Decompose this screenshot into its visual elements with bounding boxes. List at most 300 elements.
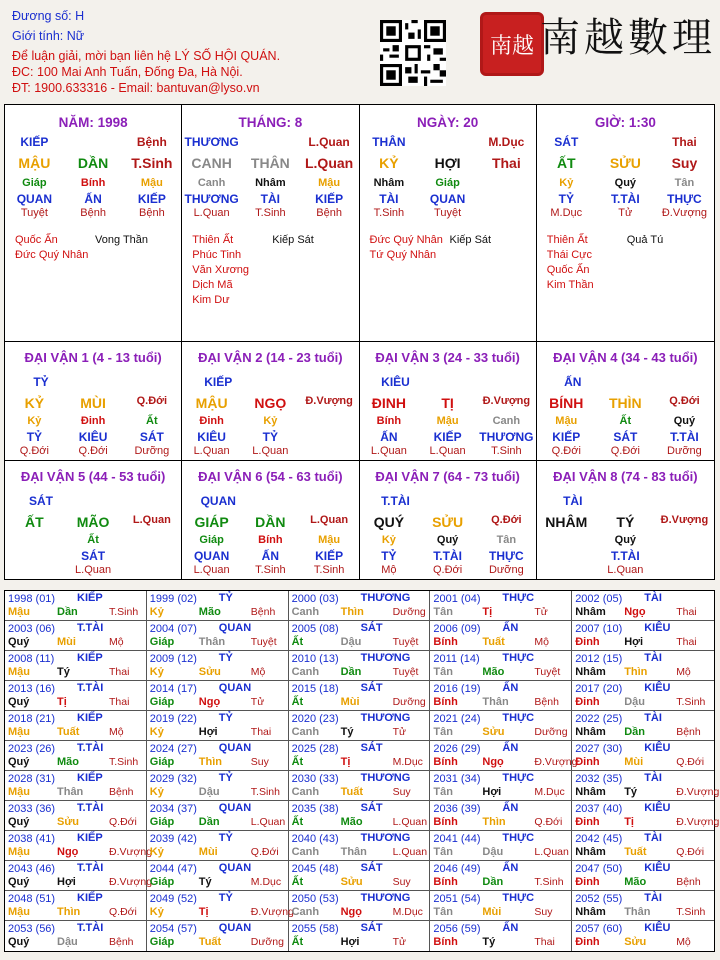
year-stem: Giáp bbox=[149, 816, 175, 828]
year-star: QUAN bbox=[218, 802, 252, 814]
dai-van-cell: ẤT bbox=[25, 514, 44, 530]
year-phase: T.Sinh bbox=[109, 606, 139, 618]
year-cell bbox=[5, 741, 147, 771]
pillar-cell: L.Quan bbox=[193, 207, 230, 219]
year-star: THƯƠNG bbox=[360, 892, 411, 904]
year-stem: Kỷ bbox=[149, 726, 164, 738]
year-stem: Kỷ bbox=[149, 666, 164, 678]
year-label: 2024 (27) bbox=[149, 743, 197, 755]
year-star: KIÊU bbox=[644, 862, 671, 874]
pillar-cell: L.Quan bbox=[304, 155, 354, 171]
year-branch: Mão bbox=[57, 756, 79, 768]
year-label: 2030 (33) bbox=[291, 773, 339, 785]
pillar-cell: Thai bbox=[491, 155, 521, 171]
year-cell bbox=[147, 921, 289, 951]
dai-van-can bbox=[182, 395, 358, 411]
dai-van-row-1 bbox=[4, 341, 715, 461]
year-stem: Tân bbox=[433, 666, 453, 678]
pillar-cell: TỶ bbox=[558, 192, 574, 206]
year-cell bbox=[147, 891, 294, 921]
year-branch: Dần bbox=[482, 876, 504, 888]
year-branch: Thân bbox=[198, 636, 226, 648]
year-cell bbox=[430, 681, 572, 711]
pillar-cell: Bệnh bbox=[139, 207, 165, 219]
year-phase: Đ.Vượng bbox=[676, 816, 720, 828]
year-cell bbox=[572, 861, 714, 891]
dai-van-can bbox=[5, 395, 181, 411]
dai-van-cell: Quý bbox=[673, 415, 696, 427]
year-cell bbox=[147, 771, 289, 801]
pillar-row-top bbox=[5, 135, 181, 151]
year-star: KIÊU bbox=[644, 742, 671, 754]
year-star: T.TÀI bbox=[77, 922, 104, 934]
pillar-row-r1 bbox=[5, 177, 181, 193]
pillar-cell: MẬU bbox=[18, 155, 51, 171]
star-left: Văn Xương bbox=[192, 264, 250, 276]
dai-van-cell: Ất bbox=[146, 415, 158, 427]
year-branch: Ngọ bbox=[482, 756, 504, 768]
year-stem: Đinh bbox=[575, 876, 600, 888]
dai-van-cell: T.TÀI bbox=[611, 549, 640, 563]
year-cell bbox=[430, 771, 572, 801]
dai-van-can bbox=[360, 395, 536, 411]
year-label: 2028 (31) bbox=[8, 773, 56, 785]
year-phase: Dưỡng bbox=[250, 936, 284, 948]
pillar-cell: T.Sinh bbox=[131, 155, 173, 171]
year-stem: Tân bbox=[433, 726, 453, 738]
dai-van-cell: T.TÀI bbox=[670, 430, 699, 444]
pillar-row-r1 bbox=[182, 177, 358, 193]
year-star: THƯƠNG bbox=[360, 592, 411, 604]
dai-van-title: ĐẠI VẬN 5 (44 - 53 tuổi) bbox=[20, 469, 166, 484]
year-star: KIÊU bbox=[644, 802, 671, 814]
year-cell bbox=[5, 861, 153, 891]
year-stem: Nhâm bbox=[575, 726, 606, 738]
year-label: 2029 (32) bbox=[149, 773, 197, 785]
year-phase: Tử bbox=[250, 696, 265, 708]
qr-code-icon[interactable] bbox=[380, 20, 446, 86]
year-cell bbox=[289, 681, 431, 711]
year-stem: Quý bbox=[8, 936, 30, 948]
year-phase: Bệnh bbox=[250, 606, 276, 618]
year-cell bbox=[5, 891, 147, 921]
year-stem: Canh bbox=[291, 906, 320, 918]
year-label: 2041 (44) bbox=[433, 833, 481, 845]
pillar-cell: L.Quan bbox=[308, 135, 350, 149]
year-cell bbox=[289, 711, 431, 741]
dai-van-r2 bbox=[182, 549, 358, 565]
year-phase: Tuyệt bbox=[392, 666, 419, 678]
year-stem: Nhâm bbox=[575, 906, 606, 918]
dai-van-cell: Kỷ bbox=[381, 534, 396, 546]
dai-van-cell: Ất bbox=[619, 415, 632, 427]
dai-van-r3 bbox=[182, 564, 358, 580]
year-phase: Suy bbox=[392, 876, 411, 888]
year-star: THỰC bbox=[502, 652, 535, 664]
year-star: T.TÀI bbox=[77, 622, 104, 634]
year-phase: Mộ bbox=[250, 666, 266, 678]
dai-van-cell: L.Quan bbox=[370, 445, 407, 457]
year-label: 2055 (58) bbox=[291, 923, 339, 935]
contact-line-1: Để luận giải, mời bạn liên hệ LÝ SỐ HỘI QUÁN. bbox=[12, 49, 281, 63]
dai-van-top: T.TÀI bbox=[381, 494, 410, 508]
year-label: 2040 (43) bbox=[291, 833, 339, 845]
dai-van-cell: ĐINH bbox=[371, 395, 406, 411]
year-stem: Canh bbox=[291, 666, 320, 678]
year-stem: Mậu bbox=[8, 606, 30, 618]
dai-van-r3 bbox=[360, 564, 536, 580]
year-star: QUAN bbox=[218, 742, 252, 754]
dai-van-r1 bbox=[182, 534, 358, 550]
dai-van-r1 bbox=[5, 534, 181, 550]
pillar-4 bbox=[537, 105, 714, 341]
year-cell bbox=[289, 591, 431, 621]
year-phase: Đ.Vượng bbox=[109, 876, 153, 888]
dai-van-title: ĐẠI VẬN 1 (4 - 13 tuổi) bbox=[24, 350, 162, 365]
dai-van-cell: TỶ bbox=[26, 430, 43, 444]
dai-van-r2 bbox=[537, 549, 714, 565]
year-phase: Dưỡng bbox=[534, 726, 568, 738]
pillar-cell: THƯƠNG bbox=[184, 135, 239, 149]
year-phase: Mộ bbox=[676, 666, 691, 678]
pillar-cell: T.Sinh bbox=[255, 207, 286, 219]
year-cell bbox=[572, 741, 714, 771]
dai-van-r1 bbox=[360, 415, 536, 431]
year-branch: Tý bbox=[57, 666, 70, 678]
dai-van-cell: T.Sinh bbox=[491, 445, 522, 457]
year-stem: Kỷ bbox=[149, 786, 164, 798]
year-branch: Mùi bbox=[57, 636, 76, 648]
year-cell bbox=[289, 921, 431, 951]
dai-van-cell: THÌN bbox=[609, 395, 642, 411]
pillar-cell: Kỷ bbox=[559, 177, 574, 189]
year-cell bbox=[147, 711, 289, 741]
year-branch: Tuất bbox=[482, 636, 505, 648]
dai-van-cell: L.Quan bbox=[193, 445, 230, 457]
dai-van-cell: Kỷ bbox=[263, 415, 278, 427]
dai-van-cell: MÃO bbox=[76, 514, 110, 530]
pillar-cell: Canh bbox=[197, 177, 226, 189]
dai-van-cell: Mậu bbox=[436, 415, 459, 427]
year-label: 2012 (15) bbox=[575, 653, 623, 665]
year-stem: Canh bbox=[291, 726, 320, 738]
year-label: 2049 (52) bbox=[149, 893, 197, 905]
year-phase: Đ.Vượng bbox=[250, 906, 294, 918]
year-phase: Q.Đới bbox=[250, 846, 279, 858]
year-branch: Tuất bbox=[57, 726, 80, 738]
dai-van-cell: Bính bbox=[258, 534, 283, 546]
dai-van-cell: BÍNH bbox=[549, 395, 584, 411]
year-label: 2007 (10) bbox=[575, 623, 623, 635]
year-star: ẤN bbox=[502, 922, 519, 934]
year-phase: T.Sinh bbox=[109, 756, 139, 768]
dai-van-cell: MÙI bbox=[80, 395, 106, 411]
year-stem: Ất bbox=[291, 696, 304, 708]
pillar-cell: QUAN bbox=[16, 192, 53, 206]
year-stem: Mậu bbox=[8, 906, 30, 918]
year-stem: Kỷ bbox=[149, 846, 164, 858]
pillar-row-can bbox=[360, 155, 536, 171]
dai-van-cell: QUAN bbox=[193, 549, 230, 563]
dai-van-cell: L.Quan bbox=[607, 564, 644, 576]
year-stem: Kỷ bbox=[149, 606, 164, 618]
pillar-row-r2 bbox=[182, 192, 358, 208]
dai-van-cell: KIẾP bbox=[552, 430, 581, 444]
pillar-cell: HỢI bbox=[434, 155, 461, 171]
year-phase: Bệnh bbox=[109, 936, 134, 948]
star-right: Kiếp Sát bbox=[449, 234, 492, 246]
pillar-cell: Bệnh bbox=[136, 135, 167, 149]
star-left: Thái Cực bbox=[546, 249, 593, 261]
pillar-cell: TÀI bbox=[260, 192, 281, 206]
dai-van-cell: TÝ bbox=[616, 514, 635, 530]
dai-van-cell: SÁT bbox=[139, 430, 164, 444]
dai-van-cell: L.Quan bbox=[132, 514, 171, 526]
dai-van-cell: KIÊU bbox=[197, 430, 226, 444]
year-star: TÀI bbox=[644, 772, 662, 784]
contact-line-3: ĐT: 1900.633316 - Email: bantuvan@lyso.vn bbox=[12, 81, 260, 95]
year-stem: Kỷ bbox=[149, 906, 164, 918]
year-phase: T.Sinh bbox=[676, 696, 706, 708]
header bbox=[0, 0, 720, 100]
dai-van-r1 bbox=[537, 534, 714, 550]
year-stem: Quý bbox=[8, 696, 30, 708]
dai-van-cell: Đ.Vượng bbox=[305, 395, 353, 407]
year-label: 2047 (50) bbox=[575, 863, 623, 875]
year-stem: Bính bbox=[433, 756, 458, 768]
seal-text: 南越 bbox=[489, 33, 534, 59]
dai-van-cell: QUÝ bbox=[373, 514, 405, 530]
year-phase: Bệnh bbox=[676, 726, 701, 738]
year-stem: Ất bbox=[291, 876, 304, 888]
pillar-cell: Mậu bbox=[318, 177, 341, 189]
pillar-cell: THÂN bbox=[250, 155, 290, 171]
year-label: 2039 (42) bbox=[149, 833, 197, 845]
year-label: 2045 (48) bbox=[291, 863, 339, 875]
year-label: 2048 (51) bbox=[8, 893, 56, 905]
year-stem: Bính bbox=[433, 936, 458, 948]
year-phase: Q.Đới bbox=[109, 906, 137, 918]
year-cell bbox=[289, 831, 431, 861]
year-branch: Mùi bbox=[198, 846, 218, 858]
dai-van-r3 bbox=[537, 564, 714, 580]
year-cell bbox=[289, 771, 431, 801]
year-branch: Mão bbox=[624, 876, 647, 888]
year-stem: Đinh bbox=[575, 816, 600, 828]
year-branch: Dần bbox=[57, 606, 78, 618]
pillar-cell: Bính bbox=[80, 177, 106, 189]
year-label: 2011 (14) bbox=[433, 653, 480, 665]
dai-van-r1 bbox=[537, 415, 714, 431]
pillar-cell: Quý bbox=[614, 177, 637, 189]
year-stem: Nhâm bbox=[575, 666, 606, 678]
dai-van-cell: T.TÀI bbox=[433, 549, 462, 563]
pillar-cell: Bệnh bbox=[316, 207, 342, 219]
year-phase: M.Dục bbox=[250, 876, 282, 888]
year-stem: Ất bbox=[291, 756, 304, 768]
year-star: KIẾP bbox=[77, 832, 103, 844]
pillar-cell: KỶ bbox=[379, 155, 399, 171]
year-star: TỶ bbox=[218, 652, 233, 664]
year-cell bbox=[572, 621, 714, 651]
dai-van-cell: Đinh bbox=[80, 415, 106, 427]
dai-van-cell: MẬU bbox=[195, 395, 228, 411]
pillar-row-can bbox=[182, 155, 358, 171]
year-branch: Mão bbox=[340, 816, 363, 828]
year-cell bbox=[5, 651, 147, 681]
pillar-cell: SỬU bbox=[609, 155, 641, 171]
year-phase: T.Sinh bbox=[676, 906, 706, 918]
year-stem: Tân bbox=[433, 786, 453, 798]
year-stem: Ất bbox=[291, 636, 304, 648]
year-label: 2006 (09) bbox=[433, 623, 481, 635]
year-stem: Nhâm bbox=[575, 846, 606, 858]
dai-van-r3 bbox=[360, 445, 536, 461]
year-branch: Dậu bbox=[340, 636, 362, 648]
pillar-cell: THƯƠNG bbox=[184, 192, 239, 206]
year-branch: Tuất bbox=[198, 936, 222, 948]
pillar-title: GIỜ: 1:30 bbox=[594, 115, 656, 130]
year-star: THƯƠNG bbox=[360, 772, 411, 784]
dai-van-cell: Q.Đới bbox=[610, 445, 640, 457]
pillar-cell: Suy bbox=[671, 155, 698, 171]
year-stem: Bính bbox=[433, 696, 458, 708]
pillar-3 bbox=[360, 105, 537, 341]
year-star: THỰC bbox=[502, 772, 535, 784]
year-phase: Tử bbox=[534, 606, 548, 618]
year-cell bbox=[5, 801, 147, 831]
year-branch: Thìn bbox=[340, 606, 364, 618]
pillar-cell: Giáp bbox=[22, 177, 47, 189]
year-stem: Tân bbox=[433, 846, 453, 858]
pillar-cell: M.Dục bbox=[550, 207, 583, 219]
year-cell bbox=[5, 621, 147, 651]
year-stem: Tân bbox=[433, 906, 453, 918]
year-branch: Tý bbox=[482, 936, 496, 948]
year-cell bbox=[572, 891, 714, 921]
year-phase: M.Dục bbox=[534, 786, 565, 798]
dai-van-7 bbox=[360, 461, 537, 579]
star-left: Thiên Ất bbox=[192, 234, 234, 246]
dai-van-title: ĐẠI VẬN 7 (64 - 73 tuổi) bbox=[375, 469, 520, 484]
dai-van-cell: NGỌ bbox=[254, 395, 287, 411]
year-label: 2018 (21) bbox=[8, 713, 56, 725]
year-star: QUAN bbox=[218, 862, 252, 874]
pillar-title: NĂM: 1998 bbox=[58, 115, 128, 130]
year-phase: L.Quan bbox=[392, 816, 428, 828]
year-label: 2014 (17) bbox=[149, 683, 197, 695]
pillar-cell: Nhâm bbox=[373, 177, 405, 189]
pillar-title: THÁNG: 8 bbox=[238, 115, 303, 130]
year-phase: Tuyệt bbox=[250, 636, 277, 648]
year-star: THƯƠNG bbox=[360, 652, 411, 664]
year-label: 2027 (30) bbox=[575, 743, 623, 755]
year-phase: Mộ bbox=[676, 936, 691, 948]
star-right: Vong Thần bbox=[95, 234, 149, 246]
year-star: THỰC bbox=[502, 892, 535, 904]
contact-line-2: ĐC: 100 Mai Anh Tuấn, Đống Đa, Hà Nội. bbox=[12, 65, 243, 79]
dai-van-r1 bbox=[5, 415, 181, 431]
year-branch: Tị bbox=[198, 906, 209, 918]
year-stem: Mậu bbox=[8, 786, 30, 798]
year-branch: Hợi bbox=[57, 876, 76, 888]
year-phase: Dưỡng bbox=[392, 606, 426, 618]
year-cell bbox=[289, 651, 431, 681]
year-phase: Thai bbox=[534, 936, 555, 948]
year-stem: Canh bbox=[291, 786, 320, 798]
pillar-row-r3 bbox=[182, 207, 358, 223]
year-cell bbox=[430, 831, 572, 861]
year-cell bbox=[147, 591, 289, 621]
year-cell bbox=[147, 621, 289, 651]
star-right: Quả Tú bbox=[626, 234, 664, 246]
dai-van-cell: SỬU bbox=[432, 514, 464, 530]
dai-van-r2 bbox=[5, 430, 181, 446]
year-stem: Đinh bbox=[575, 636, 600, 648]
year-branch: Tuất bbox=[624, 846, 647, 858]
year-cell bbox=[147, 741, 289, 771]
year-cell bbox=[289, 801, 431, 831]
year-star: ẤN bbox=[502, 622, 519, 634]
year-stem: Ất bbox=[291, 936, 304, 948]
pillar-row-r3 bbox=[537, 207, 714, 223]
year-cell bbox=[430, 801, 572, 831]
pillar-cell: T.Sinh bbox=[373, 207, 405, 219]
year-cell bbox=[572, 771, 720, 801]
dai-van-cell: Q.Đới bbox=[78, 445, 108, 457]
year-stem: Giáp bbox=[149, 636, 175, 648]
dai-van-title: ĐẠI VẬN 8 (74 - 83 tuổi) bbox=[553, 469, 698, 484]
dai-van-cell: SÁT bbox=[613, 430, 638, 444]
year-label: 2042 (45) bbox=[575, 833, 623, 845]
year-phase: Q.Đới bbox=[676, 756, 705, 768]
dai-van-cell: TỶ bbox=[262, 430, 279, 444]
year-label: 2020 (23) bbox=[291, 713, 339, 725]
year-cell bbox=[5, 831, 153, 861]
pillar-cell: SÁT bbox=[554, 135, 579, 149]
year-phase: Tử bbox=[392, 726, 407, 738]
year-branch: Sửu bbox=[624, 936, 647, 948]
year-label: 2004 (07) bbox=[149, 623, 197, 635]
pillar-row-top bbox=[537, 135, 714, 151]
year-cell bbox=[5, 591, 147, 621]
year-star: SÁT bbox=[360, 622, 383, 634]
year-star: TỶ bbox=[218, 772, 233, 784]
year-phase: Suy bbox=[250, 756, 269, 768]
year-phase: T.Sinh bbox=[534, 876, 564, 888]
year-branch: Hợi bbox=[198, 726, 218, 738]
year-phase: Đ.Vượng bbox=[534, 756, 578, 768]
year-cell bbox=[572, 681, 714, 711]
year-star: T.TÀI bbox=[77, 862, 104, 874]
dai-van-cell: Mậu bbox=[318, 534, 341, 546]
year-stem: Bính bbox=[433, 636, 458, 648]
dai-van-cell: ẤN bbox=[261, 549, 280, 563]
dai-van-cell: TỶ bbox=[381, 549, 397, 563]
year-branch: Ngọ bbox=[198, 696, 221, 708]
year-label: 2016 (19) bbox=[433, 683, 481, 695]
pillar-row-r1 bbox=[360, 177, 536, 193]
year-stem: Mậu bbox=[8, 726, 30, 738]
year-label: 2036 (39) bbox=[433, 803, 481, 815]
year-star: KIẾP bbox=[77, 772, 103, 784]
dai-van-cell: DẦN bbox=[255, 514, 286, 530]
year-stem: Giáp bbox=[149, 696, 175, 708]
dai-van-r1 bbox=[360, 534, 536, 550]
year-label: 2000 (03) bbox=[291, 593, 339, 605]
year-star: TỶ bbox=[218, 592, 233, 604]
year-star: KIẾP bbox=[77, 652, 103, 664]
